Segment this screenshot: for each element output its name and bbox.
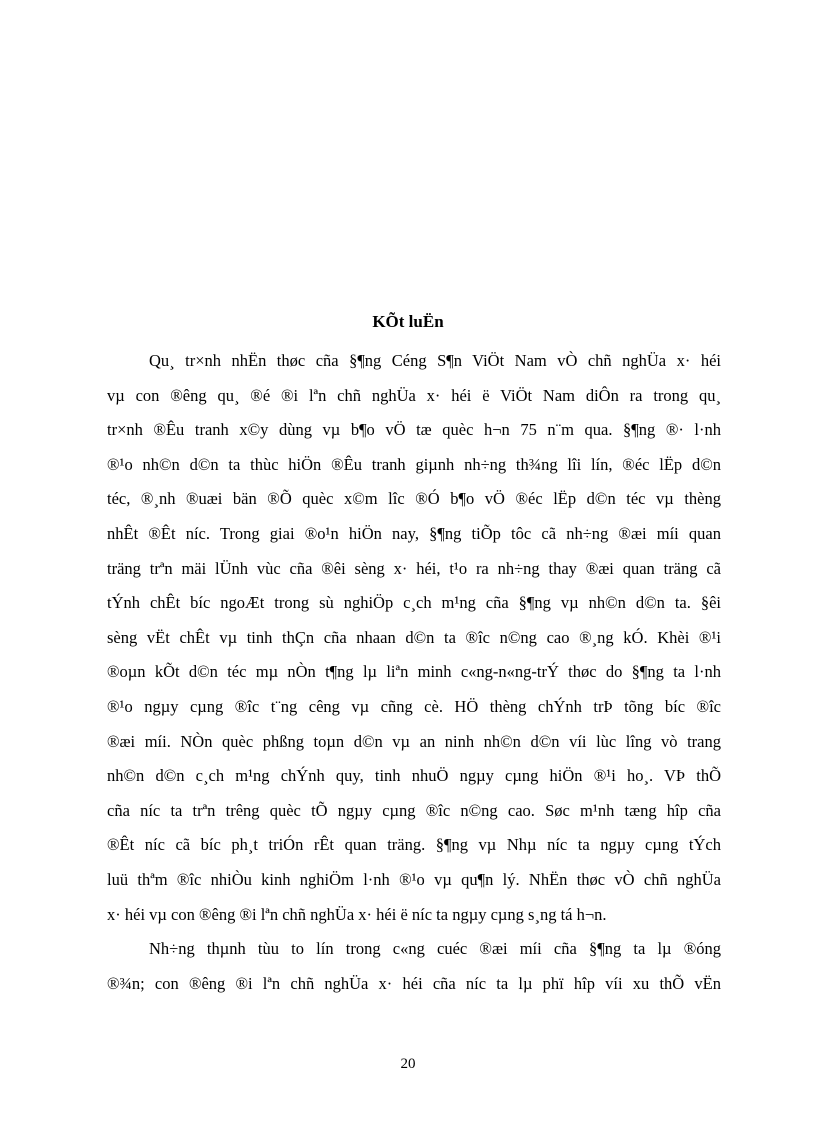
text-line: ®æi míi. NÒn quèc phßng toµn d©n vµ an ninh nh©n d©n víi lùc lîng vò trang [107,731,721,751]
page-number: 20 [400,1056,416,1072]
text-line: nh©n d©n c¸ch m¹ng chÝnh quy, tinh nhuÖ ngµy cµng hiÖn ®¹i ho¸. VÞ thÕ [107,766,721,786]
text-line: sèng vËt chÊt vµ tinh thÇn cña nhaan d©n ta ®îc n©ng cao ®¸ng kÓ. Khèi ®¹i [107,627,721,647]
text-line: träng trªn mäi lÜnh vùc cña ®êi sèng x· héi, t¹o ra nh÷ng thay ®æi quan träng cã [107,558,721,578]
text-line: x· héi vµ con ®êng ®i lªn chñ nghÜa x· héi ë níc ta ngµy cµng s¸ng tá h¬n. [107,904,607,924]
text-line: ®¾n; con ®êng ®i lªn chñ nghÜa x· héi cña níc ta lµ phï hîp víi xu thÕ vËn [107,973,721,993]
text-line: cña níc ta trªn trêng quèc tÕ ngµy cµng ®îc n©ng cao. Søc m¹nh tæng hîp cña [107,800,721,820]
text-line: Nh÷ng thµnh tùu to lín trong c«ng cuéc ®æi míi cña §¶ng ta lµ ®óng [149,939,721,959]
text-line: luü thªm ®îc nhiÒu kinh nghiÖm l·nh ®¹o vµ qu¶n lý. NhËn thøc vÒ chñ nghÜa [107,869,721,889]
paragraph-2 [107,932,721,1001]
body-text [107,344,721,1001]
text-line: Qu¸ tr×nh nhËn thøc cña §¶ng Céng S¶n ViÖt Nam vÒ chñ nghÜa x· héi [149,351,721,370]
text-line: ®¹o ngµy cµng ®îc t¨ng cêng vµ cñng cè. HÖ thèng chÝnh trÞ tõng bíc ®îc [107,696,721,716]
text-line: ®¹o nh©n d©n ta thùc hiÖn ®Êu tranh giµnh nh÷ng th¾ng lîi lín, ®éc lËp d©n [107,454,721,474]
paragraph-1 [107,344,721,932]
text-line: téc, ®¸nh ®uæi bän ®Õ quèc x©m lîc ®Ó b¶o vÖ ®éc lËp d©n téc vµ thèng [107,489,721,509]
page-title: KÕt luËn [372,312,444,331]
text-line: tÝnh chÊt bíc ngoÆt trong sù nghiÖp c¸ch m¹ng cña §¶ng vµ nh©n d©n ta. §êi [107,593,721,613]
text-line: ®Êt níc cã bíc ph¸t triÓn rÊt quan träng. §¶ng vµ Nhµ níc ta ngµy cµng tÝch [107,835,721,855]
text-line: nhÊt ®Êt níc. Trong giai ®o¹n hiÖn nay, §¶ng tiÕp tôc cã nh÷ng ®æi míi quan [107,523,721,543]
text-line: tr×nh ®Êu tranh x©y dùng vµ b¶o vÖ tæ quèc h¬n 75 n¨m qua. §¶ng ®· l·nh [107,420,721,440]
text-line: vµ con ®êng qu¸ ®é ®i lªn chñ nghÜa x· héi ë ViÖt Nam diÔn ra trong qu¸ [107,385,721,405]
text-line: ®oµn kÕt d©n téc mµ nÒn t¶ng lµ liªn minh c«ng-n«ng-trÝ thøc do §¶ng ta l·nh [107,662,721,682]
